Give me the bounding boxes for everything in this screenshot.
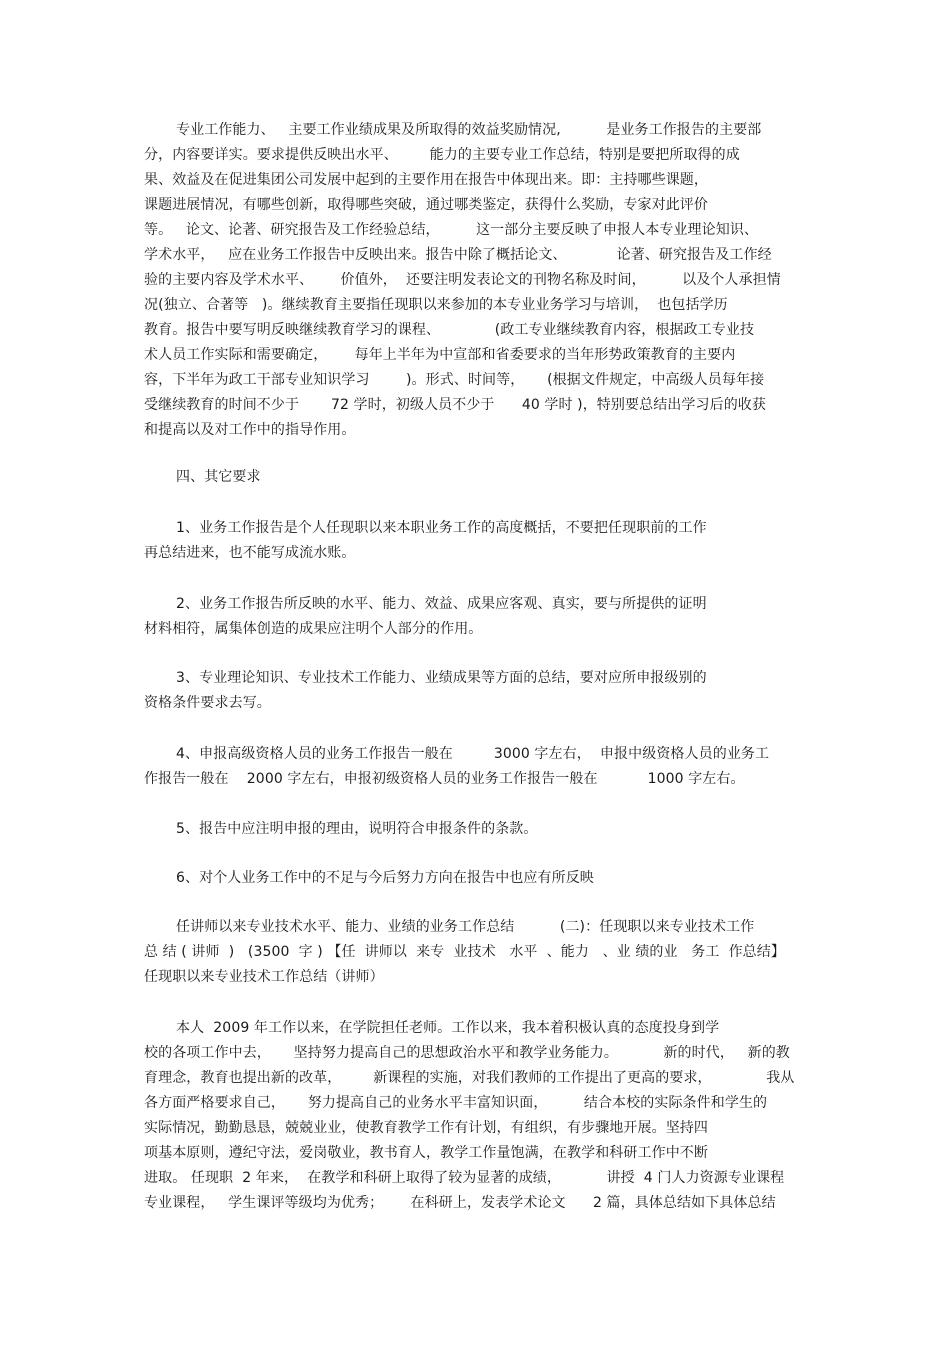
article-body-line: 专业课程， 学生课评等级均为优秀； 在科研上，发表学术论文 2 篇，具体总结如下具体总结	[144, 1195, 776, 1211]
article-body-line: 项基本原则，遵纪守法，爱岗敬业，教书育人，教学工作量饱满，在教学和科研工作中不断	[144, 1145, 708, 1161]
requirement-line: 作报告一般在 2000 字左右，申报初级资格人员的业务工作报告一般在 1000 字左右。	[144, 771, 745, 787]
paragraph-line: 受继续教育的时间不少于 72 学时，初级人员不少于 40 学时 )，特别要总结出学习后的收获	[144, 397, 766, 413]
requirement-line: 1、业务工作报告是个人任现职以来本职业务工作的高度概括，不要把任现职前的工作	[176, 520, 707, 536]
article-body-line: 进取。 任现职 2 年来， 在教学和科研上取得了较为显著的成绩， 讲授 4 门人力资源专业课程	[144, 1170, 785, 1186]
article-body-line: 育理念，教育也提出新的改革， 新课程的实施，对我们教师的工作提出了更高的要求， 我从	[144, 1070, 795, 1086]
article-body-line: 校的各项工作中去， 坚持努力提高自己的思想政治水平和教学业务能力。 新的时代， 新的教	[144, 1045, 790, 1061]
paragraph-line: 术人员工作实际和需要确定， 每年上半年为中宣部和省委要求的当年形势政策教育的主要内	[144, 347, 736, 363]
paragraph-line: 和提高以及对工作中的指导作用。	[144, 422, 356, 438]
article-title-line: 任讲师以来专业技术水平、能力、业绩的业务工作总结 (二)：任现职以来专业技术工作	[176, 919, 755, 935]
paragraph-line: 分，内容要详实。要求提供反映出水平、 能力的主要专业工作总结，特别是要把所取得的成	[144, 147, 740, 163]
paragraph-line: 教育。报告中要写明反映继续教育学习的课程、 (政工专业继续教育内容，根据政工专业技	[144, 322, 755, 338]
article-title-line: 任现职以来专业技术工作总结（讲师）	[144, 969, 384, 985]
paragraph-line: 等。 论文、论著、研究报告及工作经验总结， 这一部分主要反映了申报人本专业理论知识、	[144, 222, 759, 238]
paragraph-line: 验的主要内容及学术水平、 价值外， 还要注明发表论文的刊物名称及时间， 以及个人承担情	[144, 272, 781, 288]
article-body-line: 各方面严格要求自己， 努力提高自己的业务水平丰富知识面， 结合本校的实际条件和学生的	[144, 1095, 768, 1111]
paragraph-line: 果、效益及在促进集团公司发展中起到的主要作用在报告中体现出来。即：主持哪些课题，	[144, 172, 708, 188]
section-heading: 四、其它要求	[176, 469, 261, 485]
paragraph-line: 学术水平， 应在业务工作报告中反映出来。报告中除了概括论文、 论著、研究报告及工作经	[144, 247, 772, 263]
requirement-line: 2、业务工作报告所反映的水平、能力、效益、成果应客观、真实，要与所提供的证明	[176, 596, 707, 612]
requirement-line: 6、对个人业务工作中的不足与今后努力方向在报告中也应有所反映	[176, 870, 594, 886]
requirement-line: 5、报告中应注明申报的理由，说明符合申报条件的条款。	[176, 821, 538, 837]
requirement-line: 4、申报高级资格人员的业务工作报告一般在 3000 字左右， 申报中级资格人员的业务工	[176, 746, 770, 762]
article-body-line: 实际情况，勤勤恳恳，兢兢业业，使教育教学工作有计划，有组织，有步骤地开展。坚持四	[144, 1120, 708, 1136]
requirement-line: 资格条件要求去写。	[144, 695, 271, 711]
paragraph-line: 况(独立、合著等 )。继续教育主要指任现职以来参加的本专业业务学习与培训， 也包括学历	[144, 297, 728, 313]
paragraph-line: 课题进展情况，有哪些创新，取得哪些突破，通过哪类鉴定，获得什么奖励，专家对此评价	[144, 197, 708, 213]
article-body-line: 本人 2009 年工作以来，在学院担任老师。工作以来，我本着积极认真的态度投身到学	[176, 1020, 720, 1036]
paragraph-line: 容，下半年为政工干部专业知识学习 )。形式、时间等， (根据文件规定，中高级人员每年接	[144, 372, 765, 388]
paragraph-line: 专业工作能力、 主要工作业绩成果及所取得的效益奖励情况, 是业务工作报告的主要部	[176, 122, 762, 138]
article-title-line: 总 结 ( 讲师 ) (3500 字 ) 【任 讲师以 来专 业技术 水平 、能力 、业 绩的业 务工 作总结】	[144, 944, 785, 960]
requirement-line: 材料相符，属集体创造的成果应注明个人部分的作用。	[144, 621, 483, 637]
requirement-line: 3、专业理论知识、专业技术工作能力、业绩成果等方面的总结，要对应所申报级别的	[176, 670, 707, 686]
requirement-line: 再总结进来，也不能写成流水账。	[144, 545, 356, 561]
